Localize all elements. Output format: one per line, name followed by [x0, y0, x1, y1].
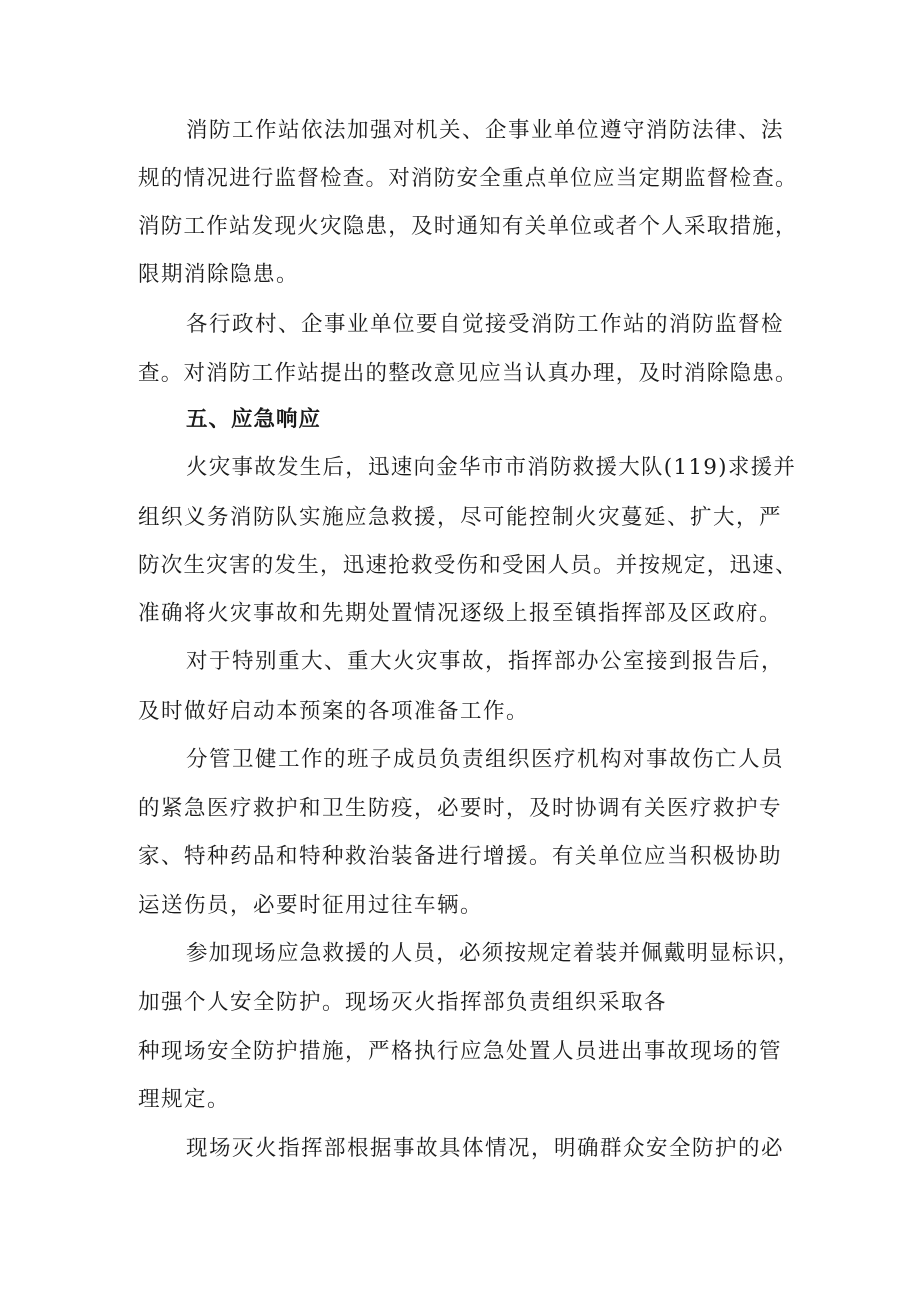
paragraph-5-line-3: 家、特种药品和特种救治装备进行增援。有关单位应当积极协助	[138, 844, 783, 869]
section-heading: 五、应急响应	[186, 407, 322, 432]
paragraph-6-line-3: 种现场安全防护措施，严格执行应急处置人员进出事故现场的管	[138, 1039, 783, 1064]
paragraph-1-line-4: 限期消除隐患。	[138, 262, 300, 287]
paragraph-1-line-2: 规的情况进行监督检查。对消防安全重点单位应当定期监督检查。	[138, 166, 798, 191]
paragraph-2-line-1: 各行政村、企事业单位要自觉接受消防工作站的消防监督检	[186, 312, 785, 337]
paragraph-3-line-3: 防次生灾害的发生，迅速抢救受伤和受困人员。并按规定，迅速、	[138, 553, 798, 578]
paragraph-7-line-1: 现场灭火指挥部根据事故具体情况，明确群众安全防护的必	[186, 1136, 785, 1161]
paragraph-3-line-4: 准确将火灾事故和先期处置情况逐级上报至镇指挥部及区政府。	[138, 601, 783, 626]
paragraph-3-line-1: 火灾事故发生后，迅速向金华市市消防救援大队(119)求援并	[186, 455, 797, 480]
paragraph-3-line-2: 组织义务消防队实施应急救援，尽可能控制火灾蔓延、扩大，严	[138, 505, 783, 530]
paragraph-2-line-2: 查。对消防工作站提出的整改意见应当认真办理，及时消除隐患。	[138, 361, 798, 386]
paragraph-1-line-3: 消防工作站发现火灾隐患，及时通知有关单位或者个人采取措施，	[138, 214, 798, 239]
paragraph-4-line-1: 对于特别重大、重大火灾事故，指挥部办公室接到报告后，	[186, 649, 785, 674]
paragraph-5-line-1: 分管卫健工作的班子成员负责组织医疗机构对事故伤亡人员	[186, 747, 785, 772]
paragraph-6-line-4: 理规定。	[138, 1087, 231, 1112]
paragraph-6-line-2: 加强个人安全防护。现场灭火指挥部负责组织采取各	[138, 990, 668, 1015]
paragraph-6-line-1: 参加现场应急救援的人员，必须按规定着装并佩戴明显标识，	[186, 941, 801, 966]
paragraph-5-line-4: 运送伤员，必要时征用过往车辆。	[138, 893, 484, 918]
paragraph-5-line-2: 的紧急医疗救护和卫生防疫，必要时，及时协调有关医疗救护专	[138, 796, 783, 821]
paragraph-1-line-1: 消防工作站依法加强对机关、企事业单位遵守消防法律、法	[186, 118, 785, 143]
paragraph-4-line-2: 及时做好启动本预案的各项准备工作。	[138, 699, 530, 724]
